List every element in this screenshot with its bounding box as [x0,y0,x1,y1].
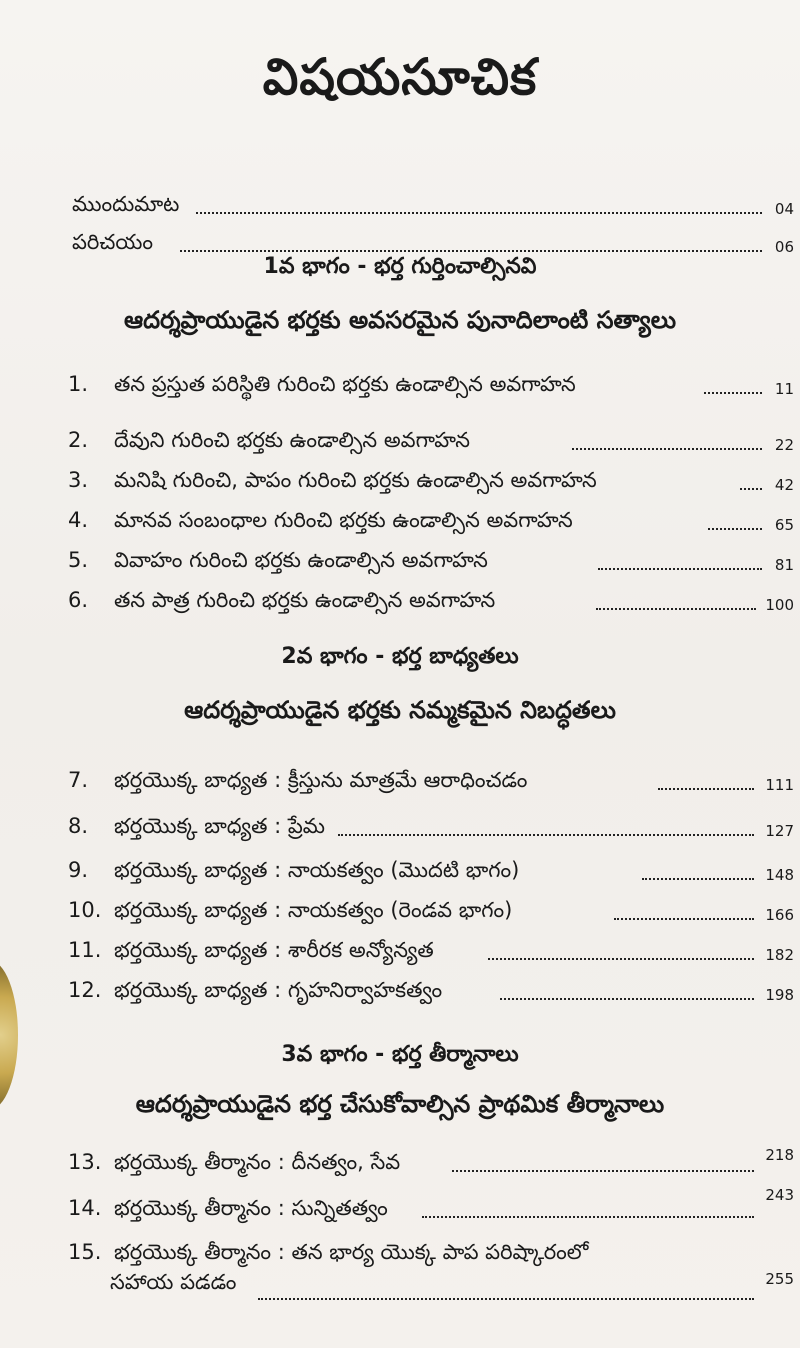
toc-entry [0,762,800,802]
toc-page-number: 42 [774,476,794,494]
toc-entry [0,422,800,462]
toc-label: భర్తయొక్క బాధ్యత : నాయకత్వం (మొదటి భాగం) [114,858,520,882]
toc-number: 13. [68,1150,102,1174]
page-title: విషయసూచిక [262,48,538,106]
toc-label: దేవుని గురించి భర్తకు ఉండాల్సిన అవగాహన [114,428,471,452]
toc-page-number: 100 [765,596,794,614]
toc-entry [0,462,800,502]
toc-entry [0,1144,800,1184]
toc-number: 2. [68,428,89,452]
toc-label: భర్తయొక్క బాధ్యత : నాయకత్వం (రెండవ భాగం) [114,898,513,922]
toc-entry [0,582,800,622]
toc-row-preface [0,186,800,226]
toc-label: భర్తయొక్క బాధ్యత : ప్రేమ [114,814,325,838]
toc-page-number: 06 [774,238,794,256]
toc-entry [0,1186,800,1230]
part-subheading: ఆదర్శప్రాయుడైన భర్త చేసుకోవాల్సిన ప్రాథమిక తీర్మానాలు [135,1090,665,1118]
leader-dots [596,582,756,610]
toc-label: తన ప్రస్తుత పరిస్థితి గురించి భర్తకు ఉండాల్సిన అవగాహన [114,372,576,396]
toc-page-number: 198 [765,986,794,1004]
toc-entry [0,808,800,848]
part-heading: 1వ భాగం - భర్త గుర్తించాల్సినవి [263,254,537,279]
toc-entry [0,972,800,1012]
leader-dots [642,852,754,880]
part-heading: 2వ భాగం - భర్త బాధ్యతలు [281,644,519,669]
toc-page-number: 182 [765,946,794,964]
toc-number: 1. [68,372,89,396]
toc-label: ముందుమాట [72,192,180,216]
toc-label: భర్తయొక్క తీర్మానం : సున్నితత్వం [114,1196,388,1220]
toc-number: 11. [68,938,102,962]
toc-entry [0,542,800,582]
toc-label: భర్తయొక్క తీర్మానం : దీనత్వం, సేవ [114,1150,401,1174]
toc-number: 10. [68,898,102,922]
toc-page-number: 166 [765,906,794,924]
toc-label-continuation: సహాయ పడడం [110,1270,237,1294]
leader-dots [708,502,762,530]
leader-dots [452,1144,754,1172]
leader-dots [338,808,754,836]
toc-number: 3. [68,468,89,492]
leader-dots [500,972,754,1000]
leader-dots [488,932,754,960]
toc-number: 4. [68,508,89,532]
toc-entry [0,502,800,542]
toc-page-number: 04 [774,200,794,218]
toc-label: భర్తయొక్క బాధ్యత : క్రీస్తును మాత్రమే ఆరాధించడం [114,768,528,792]
leader-dots [196,186,762,214]
toc-label: తన పాత్ర గురించి భర్తకు ఉండాల్సిన అవగాహన [114,588,496,612]
leader-dots [740,462,762,490]
toc-entry [0,892,800,932]
toc-page-number: 148 [765,866,794,884]
toc-label: పరిచయం [72,230,153,254]
leader-dots [614,892,754,920]
toc-number: 8. [68,814,89,838]
toc-number: 9. [68,858,89,882]
part-subheading: ఆదర్శప్రాయుడైన భర్తకు నమ్మకమైన నిబద్ధతలు [184,696,616,724]
toc-entry [0,366,800,406]
toc-label: మానవ సంబంధాల గురించి భర్తకు ఉండాల్సిన అవగాహన [114,508,573,532]
leader-dots [658,762,754,790]
toc-page-number: 81 [774,556,794,574]
toc-label: భర్తయొక్క తీర్మానం : తన భార్య యొక్క పాప పరిష్కారంలో [114,1240,589,1264]
toc-page-number: 22 [774,436,794,454]
toc-number: 15. [68,1240,102,1264]
toc-page-number: 218 [765,1146,794,1164]
toc-number: 6. [68,588,89,612]
toc-page-number: 65 [774,516,794,534]
leader-dots [258,1296,754,1300]
toc-label: వివాహం గురించి భర్తకు ఉండాల్సిన అవగాహన [114,548,488,572]
toc-page-number: 127 [765,822,794,840]
toc-entry [0,932,800,972]
toc-label: భర్తయొక్క బాధ్యత : గృహనిర్వాహకత్వం [114,978,443,1002]
part-heading: 3వ భాగం - భర్త తీర్మానాలు [281,1042,519,1067]
toc-entry [0,1234,800,1274]
toc-number: 5. [68,548,89,572]
leader-dots [422,1190,754,1218]
leader-dots [572,422,762,450]
toc-page-number: 255 [765,1270,794,1288]
toc-entry [0,852,800,892]
toc-number: 14. [68,1196,102,1220]
toc-page-number: 111 [765,776,794,794]
toc-page-number: 243 [765,1186,794,1204]
toc-page-number: 11 [774,380,794,398]
leader-dots [704,366,762,394]
part-subheading: ఆదర్శప్రాయుడైన భర్తకు అవసరమైన పునాదిలాంటి సత్యాలు [123,306,677,334]
leader-dots [180,224,762,252]
leader-dots [598,542,762,570]
toc-number: 12. [68,978,102,1002]
toc-label: మనిషి గురించి, పాపం గురించి భర్తకు ఉండాల్సిన అవగాహన [114,468,597,492]
toc-number: 7. [68,768,89,792]
toc-label: భర్తయొక్క బాధ్యత : శారీరక అన్యోన్యత [114,938,434,962]
